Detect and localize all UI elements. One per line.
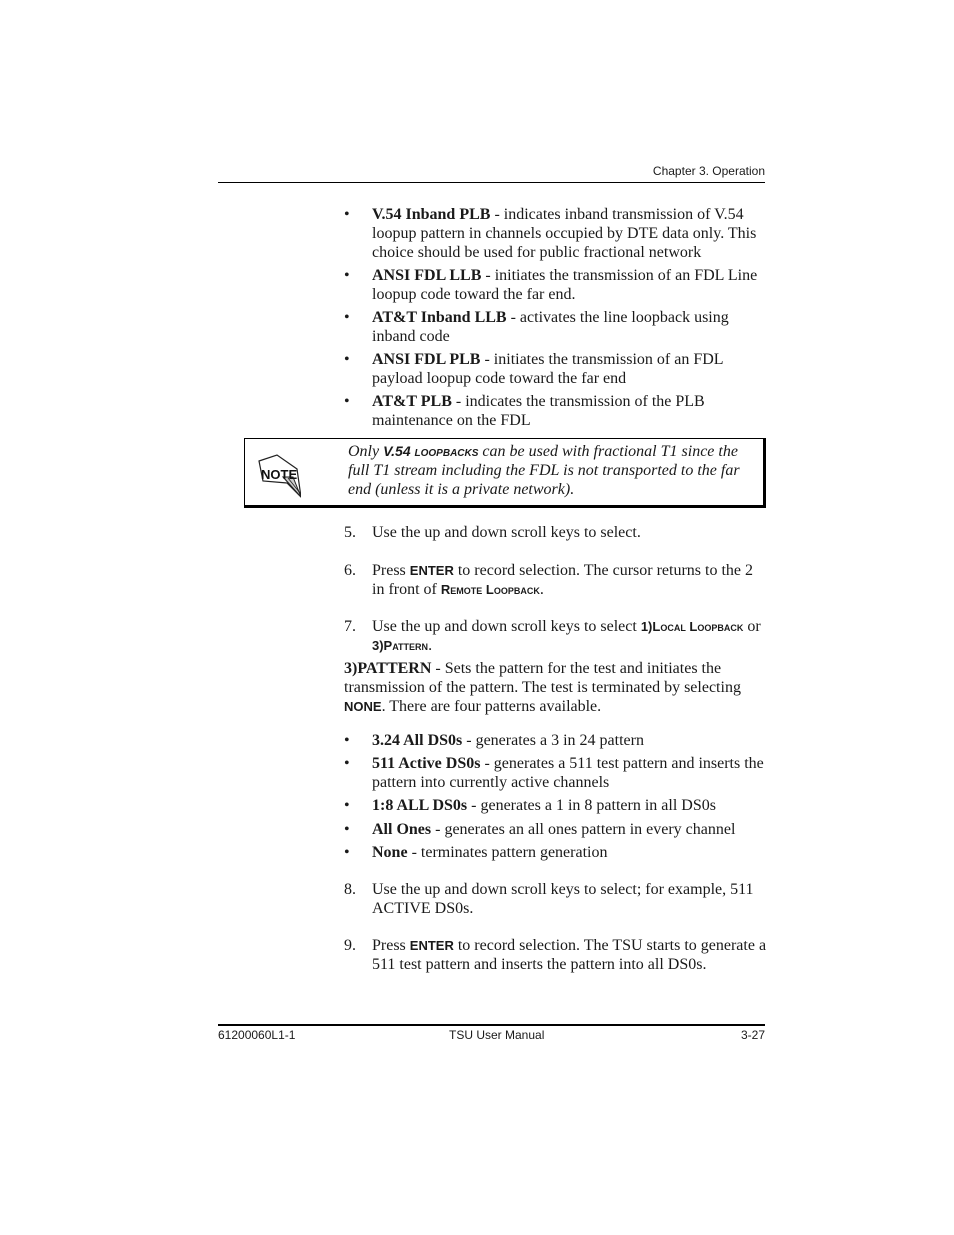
key-name: ENTER	[409, 563, 454, 578]
bullet: •	[344, 309, 350, 326]
bullet: •	[344, 393, 350, 410]
pattern-desc: - generates a 1 in 8 pattern in all DS0s	[467, 797, 716, 814]
loopback-options-list	[344, 205, 769, 434]
menu-target: Remote Loopback	[440, 582, 540, 597]
list-item	[344, 820, 769, 839]
menu-option-local-loopback: 1)Local Loopback	[640, 619, 744, 634]
pattern-desc: - terminates pattern generation	[407, 844, 608, 861]
step-number: 9.	[344, 937, 356, 954]
option-desc: - initiates the transmission of an FDL Line loopup code toward the far end.	[372, 267, 758, 303]
header-rule	[218, 182, 765, 183]
bullet: •	[344, 267, 350, 284]
pattern-term: All Ones	[372, 821, 432, 838]
option-desc: - initiates the transmission of an FDL payload loopup code toward the far end	[372, 351, 723, 387]
pattern-list	[344, 731, 769, 866]
step-6	[344, 561, 769, 599]
step-pre: Use the up and down scroll keys to select	[372, 618, 641, 635]
list-item	[344, 205, 769, 262]
list-item	[344, 754, 769, 792]
key-name: ENTER	[409, 938, 454, 953]
option-term: ANSI FDL PLB	[372, 351, 481, 368]
key-name: NONE	[344, 699, 382, 714]
bullet: •	[344, 732, 350, 749]
step-pre: Press	[372, 562, 410, 579]
list-item	[344, 392, 769, 430]
pattern-term: 3.24 All DS0s	[372, 732, 463, 749]
pattern-term: 1:8 ALL DS0s	[372, 797, 468, 814]
bullet: •	[344, 844, 350, 861]
bullet: •	[344, 797, 350, 814]
pattern-desc: - generates a 3 in 24 pattern	[462, 732, 644, 749]
option-desc: - indicates the transmission of the PLB maintenance on the FDL	[372, 393, 705, 429]
pattern-desc: - generates a 511 test pattern and inserts the pattern into currently active channels	[372, 755, 764, 791]
bullet: •	[344, 755, 350, 772]
pattern-post: . There are four patterns available.	[381, 698, 602, 715]
step-5	[344, 523, 769, 542]
option-desc: - indicates inband transmission of V.54 loopup pattern in channels occupied by DTE data only. This choice should be used for public fractional network	[372, 206, 757, 261]
pattern-term: 511 Active DS0s	[372, 755, 481, 772]
note-em1: V.54	[383, 443, 415, 459]
pattern-desc: - generates an all ones pattern in every channel	[431, 821, 736, 838]
step-7	[344, 617, 769, 655]
note-text	[348, 442, 758, 499]
running-header: Chapter 3. Operation	[652, 164, 765, 178]
menu-option-pattern: 3)Pattern	[372, 638, 429, 653]
step-number: 7.	[344, 618, 356, 635]
note-pre: Only	[348, 443, 384, 460]
bullet: •	[344, 206, 350, 223]
footer-rule	[218, 1024, 765, 1026]
step-number: 6.	[344, 562, 356, 579]
step-text	[344, 936, 769, 974]
step-text	[344, 617, 769, 655]
list-item	[344, 843, 769, 862]
pattern-description	[344, 659, 764, 716]
note-icon	[257, 453, 301, 499]
step-number: 5.	[344, 524, 356, 541]
list-item	[344, 308, 769, 346]
bullet: •	[344, 821, 350, 838]
step-post: .	[428, 637, 433, 654]
step-text: Use the up and down scroll keys to select.	[372, 524, 641, 541]
list-item	[344, 796, 769, 815]
footer-doc-number: 61200060L1-1	[218, 1028, 296, 1042]
step-number: 8.	[344, 881, 356, 898]
footer-page-number: 3-27	[740, 1028, 765, 1042]
option-desc: - activates the line loopback using inband code	[372, 309, 729, 345]
option-term: ANSI FDL LLB	[372, 267, 482, 284]
step-post: to record selection. The TSU starts to generate a 511 test pattern and inserts the pattern into all DS0s.	[372, 937, 767, 973]
pattern-term: None	[372, 844, 408, 861]
bullet: •	[344, 351, 350, 368]
step-8	[344, 880, 769, 918]
step-text: Use the up and down scroll keys to select; for example, 511 ACTIVE DS0s.	[372, 881, 754, 917]
option-term: AT&T PLB	[372, 393, 452, 410]
option-term: V.54 Inband PLB	[372, 206, 491, 223]
note-callout	[244, 438, 766, 508]
step-post: .	[539, 581, 544, 598]
list-item	[344, 731, 769, 750]
step-pre: Press	[372, 937, 410, 954]
step-mid: or	[743, 618, 761, 635]
note-em2: loopbacks	[414, 443, 479, 459]
step-text	[344, 561, 769, 599]
pattern-term: 3)PATTERN	[344, 660, 432, 677]
note-post: can be used with fractional T1 since the full T1 stream including the FDL is not transported to the far end (unless it is a private network).	[348, 443, 740, 498]
footer-title: TSU User Manual	[449, 1028, 545, 1042]
list-item	[344, 350, 769, 388]
list-item	[344, 266, 769, 304]
step-mid: to record selection. The cursor returns to the 2 in front of	[372, 562, 754, 598]
step-9	[344, 936, 769, 974]
pattern-pre: - Sets the pattern for the test and initiates the transmission of the pattern. The test is terminated by selecting	[344, 660, 741, 696]
note-icon-label: NOTE	[261, 467, 298, 482]
option-term: AT&T Inband LLB	[372, 309, 507, 326]
